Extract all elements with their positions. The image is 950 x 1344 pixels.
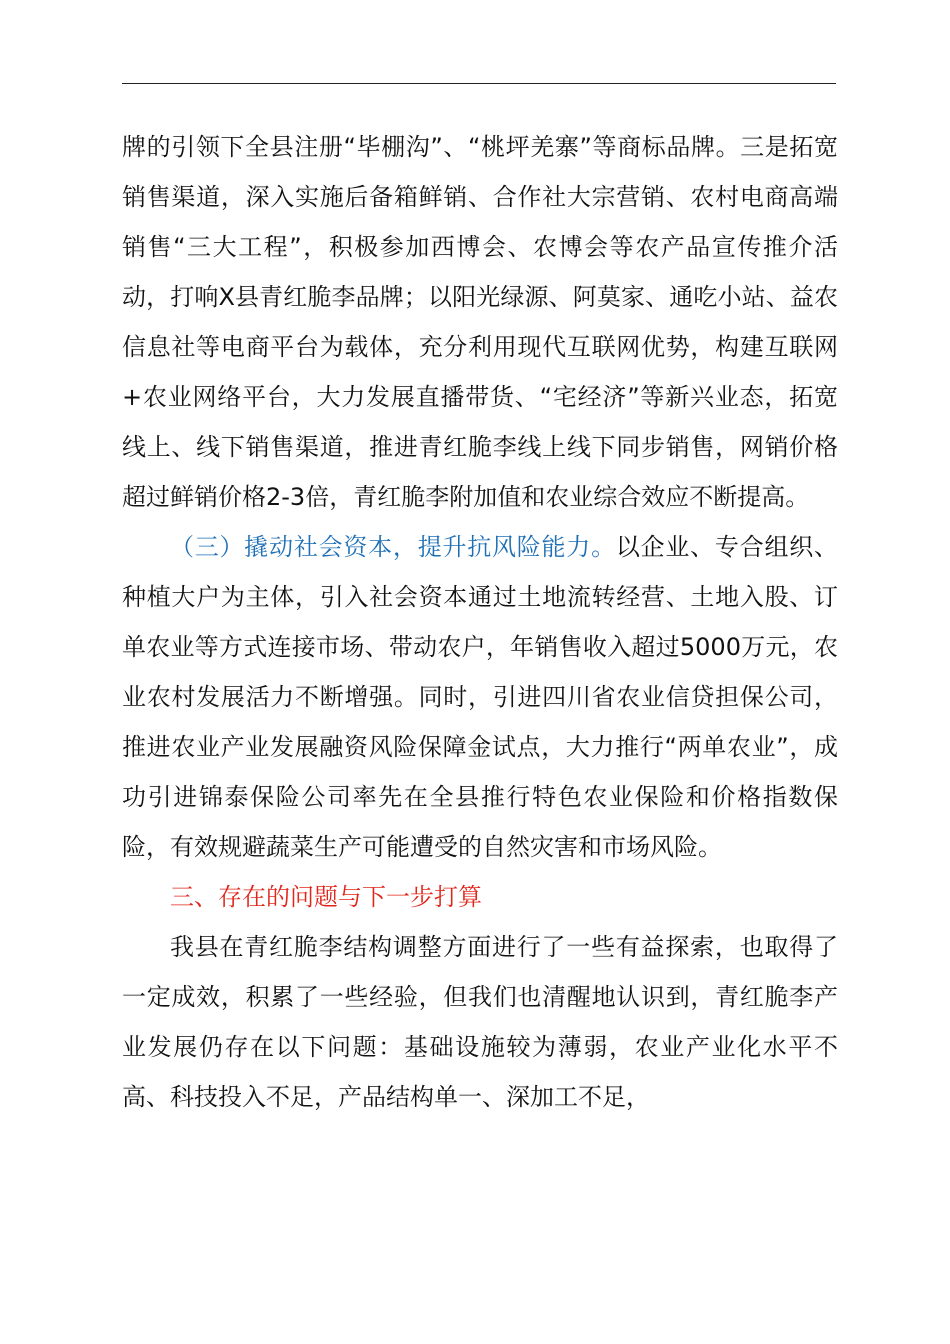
document-body bbox=[122, 122, 838, 1122]
section-3-heading: （三）撬动社会资本，提升抗风险能力。 bbox=[170, 533, 616, 561]
paragraph-social-capital bbox=[122, 522, 838, 872]
paragraph-problems-text: 我县在青红脆李结构调整方面进行了一些有益探索，也取得了一定成效，积累了一些经验，但我们也清醒地认识到，青红脆李产业发展仍存在以下问题：基础设施较为薄弱，农业产业化水平不高、科技投入不足，产品结构单一、深加工不足， bbox=[122, 933, 838, 1111]
header-rule bbox=[122, 83, 836, 84]
paragraph-brand-sales-text: 牌的引领下全县注册“毕棚沟”、“桃坪羌寨”等商标品牌。三是拓宽销售渠道，深入实施后备箱鲜销、合作社大宗营销、农村电商高端销售“三大工程”，积极参加西博会、农博会等农产品宣传推介活动，打响X县青红脆李品牌；以阳光绿源、阿莫家、通吃小站、益农信息社等电商平台为载体，充分利用现代互联网优势，构建互联网+农业网络平台，大力发展直播带货、“宅经济”等新兴业态，拓宽线上、线下销售渠道，推进青红脆李线上线下同步销售，网销价格超过鲜销价格2-3倍，青红脆李附加值和农业综合效应不断提高。 bbox=[122, 133, 838, 511]
paragraph-problems bbox=[122, 922, 838, 1122]
part-3-heading: 三、存在的问题与下一步打算 bbox=[170, 883, 482, 911]
paragraph-brand-sales bbox=[122, 122, 838, 522]
section-3-body: 以企业、专合组织、种植大户为主体，引入社会资本通过土地流转经营、土地入股、订单农业等方式连接市场、带动农户，年销售收入超过5000万元，农业农村发展活力不断增强。同时，引进四川省农业信贷担保公司，推进农业产业发展融资风险保障金试点，大力推行“两单农业”，成功引进锦泰保险公司率先在全县推行特色农业保险和价格指数保险，有效规避蔬菜生产可能遭受的自然灾害和市场风险。 bbox=[122, 533, 839, 861]
